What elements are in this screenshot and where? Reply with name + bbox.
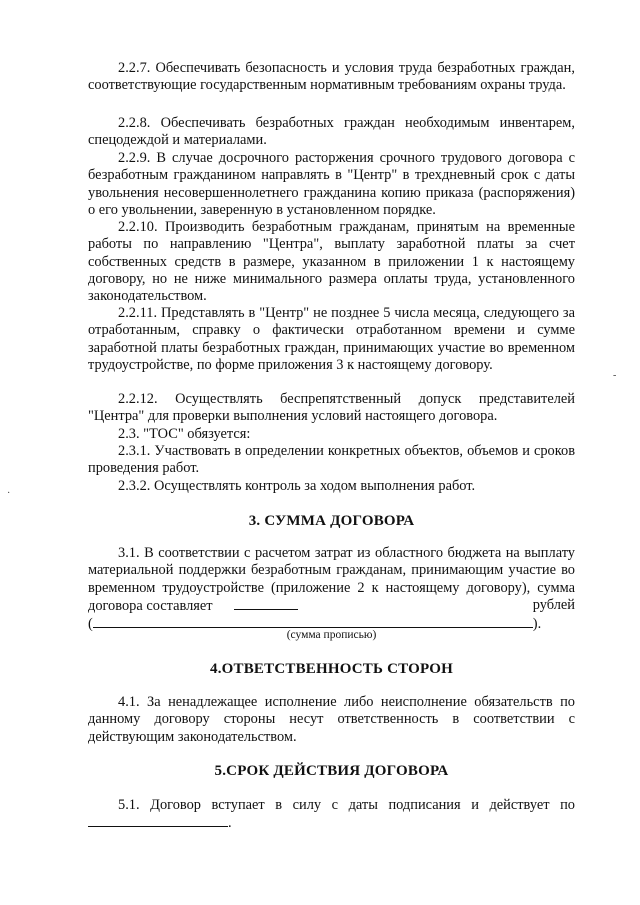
close-paren: ).	[532, 616, 542, 633]
clause-2-2-9: 2.2.9. В случае досрочного расторжения срочного трудового договора с безработным гражданином направлять в "Центр" в трехдневный срок с даты увольнения несовершеннолетнего гражданина копию приказа (распоряжения) о его увольнении, заверенную в установленном порядке.	[88, 150, 575, 218]
term-end-blank	[88, 814, 228, 827]
clause-3-1-text	[88, 545, 575, 615]
clause-2-2-10: 2.2.10. Производить безработным гражданам, принятым на временные работы по направлению "Центра", выплату заработной платы за счет собственных средств в размере, указанном в приложении 1 к настоящему договору, но не ниже минимального размера оплаты труда, установленного законодательством.	[88, 219, 575, 305]
clause-2-3-2: 2.3.2. Осуществлять контроль за ходом выполнения работ.	[118, 478, 476, 494]
clause-5-1	[88, 797, 575, 833]
clause-2-2-11: 2.2.11. Представлять в "Центр" не позднее 5 числа месяца, следующего за отработанным, справку о фактически отработанном времени и сумме заработной платы безработных граждан, принимающих участие во временном трудоустройстве, по форме приложения 3 к настоящему договору.	[88, 305, 575, 373]
open-paren: (	[88, 616, 93, 633]
clause-2-3: 2.3. "ТОС" обязуется:	[118, 426, 251, 442]
sum-in-words-blank	[93, 615, 533, 628]
section-5-heading: 5.СРОК ДЕЙСТВИЯ ДОГОВОРА	[214, 763, 449, 779]
clause-3-1-body: 3.1. В соответствии с расчетом затрат из областного бюджета на выплату материальной поддержки безработным гражданам, принимающим участие во временном трудоустройстве (приложение 2 к настоящему договору), сумма договора составляет	[88, 545, 575, 614]
clause-2-3-1: 2.3.1. Участвовать в определении конкретных объектов, объемов и сроков проведения работ.	[88, 443, 575, 477]
clause-5-1-text: 5.1. Договор вступает в силу с даты подписания и действует по	[118, 797, 575, 813]
scan-speck-left: ·	[7, 488, 11, 499]
sum-in-words-caption: (сумма прописью)	[286, 629, 377, 641]
sum-amount-blank	[234, 597, 298, 610]
clause-2-2-12: 2.2.12. Осуществлять беспрепятственный допуск представителей "Центра" для проверки выполнения условий настоящего договора.	[88, 391, 575, 425]
clause-4-1: 4.1. За ненадлежащее исполнение либо неисполнение обязательств по данному договору стороны несут ответственность в соответствии с действующим законодательством.	[88, 694, 575, 745]
clause-2-2-8: 2.2.8. Обеспечивать безработных граждан необходимым инвентарем, спецодеждой и материалами.	[88, 115, 575, 149]
term-end-period: .	[228, 815, 232, 832]
clause-3-1	[88, 545, 575, 633]
scan-speck: -	[613, 370, 617, 381]
term-end-line	[88, 814, 575, 832]
currency-label: рублей	[532, 596, 575, 613]
section-3-heading: 3. СУММА ДОГОВОРА	[248, 513, 415, 529]
section-4-heading: 4.ОТВЕТСТВЕННОСТЬ СТОРОН	[210, 661, 453, 677]
clause-2-2-7: 2.2.7. Обеспечивать безопасность и условия труда безработных граждан, соответствующие государственным нормативным требованиям охраны труда.	[88, 60, 575, 94]
